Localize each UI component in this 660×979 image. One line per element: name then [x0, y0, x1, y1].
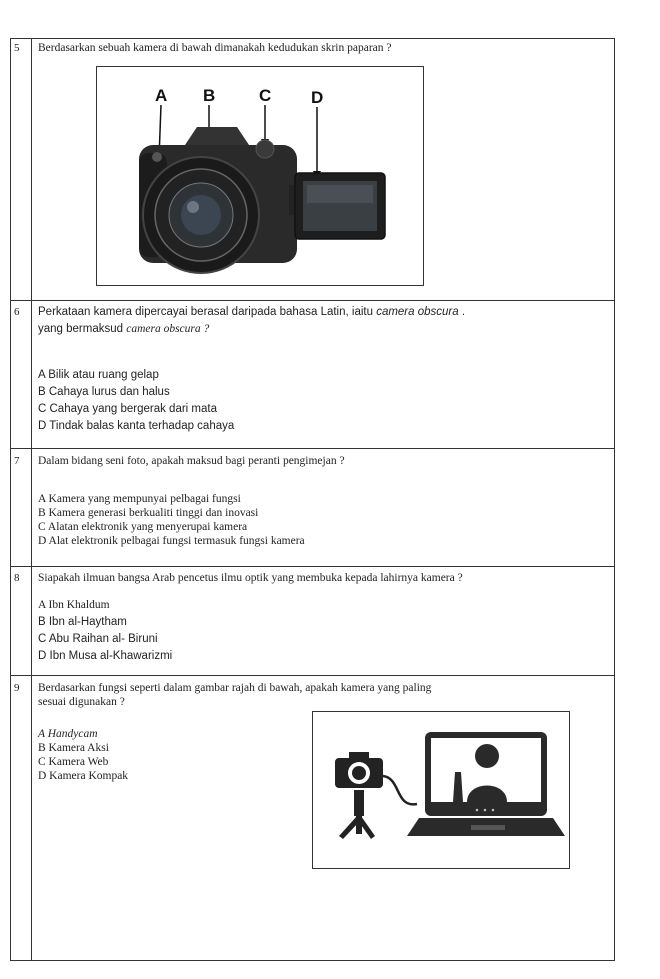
question-5-text: Berdasarkan sebuah kamera di bawah dimanakah kedudukan skrin paparan ?	[38, 42, 392, 54]
option-d[interactable]: D Tindak balas kanta terhadap cahaya	[38, 420, 235, 432]
webcam-image-frame	[312, 711, 570, 869]
option-a[interactable]: A Ibn Khaldum	[38, 599, 110, 611]
laptop-dot	[476, 809, 479, 812]
question-number: 5	[14, 42, 20, 54]
question-8-text: Siapakah ilmuan bangsa Arab pencetus ilmu optik yang membuka kepada lahirnya kamera ?	[38, 572, 463, 584]
webcam-top	[349, 752, 369, 758]
question-6-italic-term: camera obscura	[376, 306, 459, 318]
camera-image-frame	[96, 66, 424, 286]
row-divider	[10, 38, 615, 39]
webcam-stand	[354, 790, 364, 816]
screen-glare	[307, 185, 373, 203]
question-6-text	[38, 306, 465, 318]
row-divider	[10, 300, 615, 301]
question-6-text-line2	[38, 323, 209, 335]
mode-button	[152, 152, 162, 162]
table-left-border	[10, 38, 11, 960]
option-d[interactable]: D Kamera Kompak	[38, 770, 129, 782]
webcam-laptop-illustration	[313, 712, 569, 868]
question-6-line2-italic: camera obscura ?	[126, 323, 210, 335]
label-c: C	[259, 86, 272, 105]
tripod-leg-center	[356, 816, 362, 834]
question-6-text-part1: Perkataan kamera dipercayai berasal daripada bahasa Latin, iaitu	[38, 306, 377, 318]
person-head	[475, 744, 499, 768]
option-a[interactable]: A Bilik atau ruang gelap	[38, 369, 159, 381]
label-b: B	[203, 86, 216, 105]
question-number: 6	[14, 306, 20, 318]
option-c[interactable]: C Alatan elektronik yang menyerupai kamera	[38, 521, 248, 533]
usb-cable	[383, 776, 417, 804]
row-divider	[10, 675, 615, 676]
option-b[interactable]: B Kamera Aksi	[38, 742, 109, 754]
question-6-line2-part1: yang bermaksud	[38, 323, 127, 335]
lens-highlight	[187, 201, 199, 213]
option-c[interactable]: C Cahaya yang bergerak dari mata	[38, 403, 217, 415]
lens-glass	[181, 195, 221, 235]
laptop-touchpad	[471, 825, 505, 830]
camera-prism-hump	[185, 127, 249, 145]
row-divider	[10, 566, 615, 567]
laptop-dot	[484, 809, 487, 812]
question-number: 7	[14, 455, 20, 467]
row-divider	[10, 448, 615, 449]
question-number: 8	[14, 572, 20, 584]
question-7-text: Dalam bidang seni foto, apakah maksud bagi peranti pengimejan ?	[38, 455, 345, 467]
option-d[interactable]: D Ibn Musa al-Khawarizmi	[38, 650, 173, 662]
table-column-divider	[31, 38, 32, 960]
question-6-text-part2: .	[458, 306, 466, 318]
option-c[interactable]: C Abu Raihan al- Biruni	[38, 633, 158, 645]
question-9-text-line1: Berdasarkan fungsi seperti dalam gambar rajah di bawah, apakah kamera yang paling	[38, 682, 432, 694]
dslr-camera-illustration	[97, 67, 423, 285]
row-divider	[10, 960, 615, 961]
label-d: D	[311, 88, 324, 107]
laptop-dot	[492, 809, 495, 812]
option-c[interactable]: C Kamera Web	[38, 756, 109, 768]
question-number: 9	[14, 682, 20, 694]
label-a: A	[155, 86, 168, 105]
webcam-lens-center	[352, 766, 366, 780]
option-a[interactable]: A Kamera yang mempunyai pelbagai fungsi	[38, 493, 241, 505]
option-b[interactable]: B Cahaya lurus dan halus	[38, 386, 170, 398]
option-d[interactable]: D Alat elektronik pelbagai fungsi termasuk fungsi kamera	[38, 535, 305, 547]
option-a[interactable]: A Handycam	[38, 728, 98, 740]
option-b[interactable]: B Kamera generasi berkualiti tinggi dan inovasi	[38, 507, 259, 519]
shutter-dial	[256, 140, 274, 158]
table-right-border	[614, 38, 615, 960]
option-b[interactable]: B Ibn al-Haytham	[38, 616, 127, 628]
question-9-text-line2: sesuai digunakan ?	[38, 696, 125, 708]
